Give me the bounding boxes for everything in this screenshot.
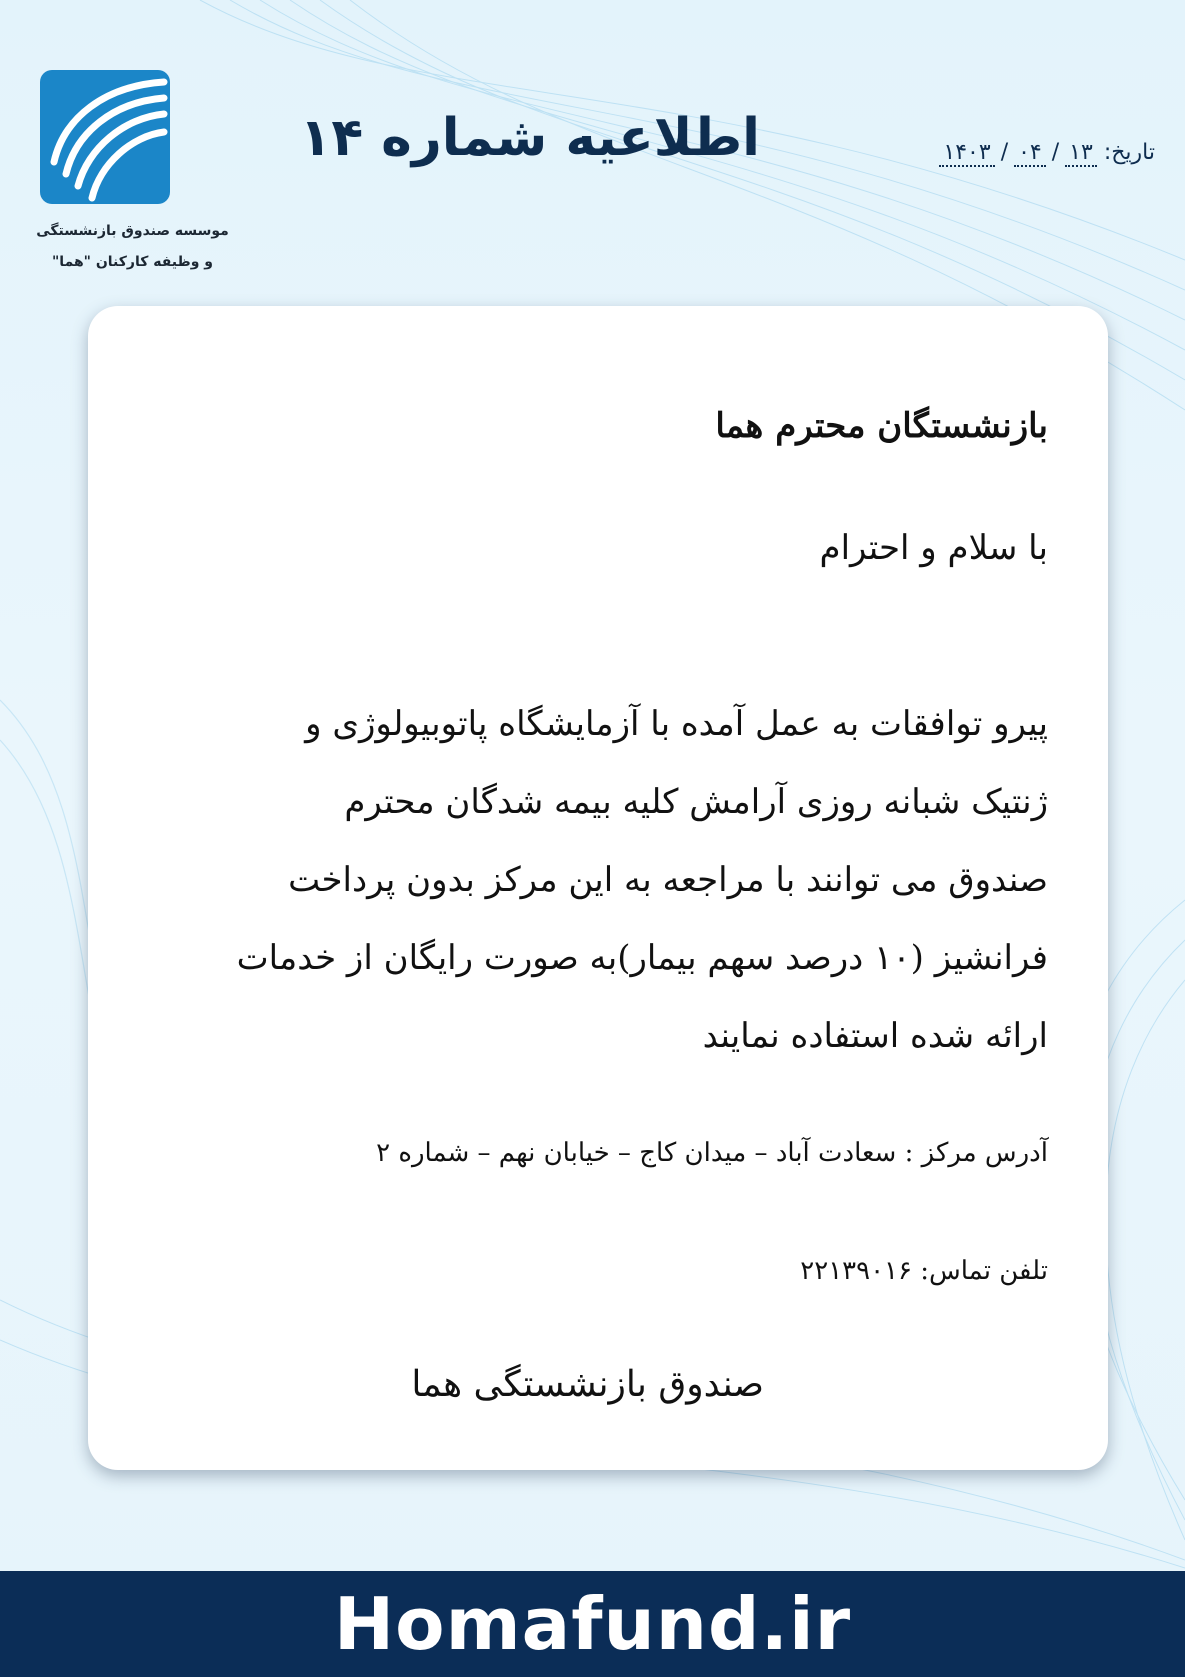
letter-salutation: بازنشستگان محترم هما	[715, 406, 1048, 446]
organization-name-line-2: و وظیفه کارکنان "هما"	[52, 254, 213, 270]
announcement-date	[860, 140, 1155, 167]
date-month: ۰۴	[1014, 140, 1046, 167]
letter-body-line: پیرو توافقات به عمل آمده با آزمایشگاه پاتوبیولوژی و	[305, 704, 1048, 744]
letter-body-line: صندوق می توانند با مراجعه به این مرکز بدون پرداخت	[288, 860, 1048, 900]
contact-phone: تلفن تماس: ۲۲۱۳۹۰۱۶	[800, 1256, 1048, 1286]
organization-name-line-1: موسسه صندوق بازنشستگی	[36, 223, 229, 239]
website-link[interactable]: Homafund.ir	[333, 1582, 852, 1666]
date-year: ۱۴۰۳	[939, 140, 994, 167]
footer-banner	[0, 1571, 1185, 1677]
letter-body-line: ژنتیک شبانه روزی آرامش کلیه بیمه شدگان محترم	[344, 782, 1048, 822]
date-separator: /	[1051, 140, 1060, 165]
letter-signature: صندوق بازنشستگی هما	[411, 1364, 764, 1405]
letter-body-line: فرانشیز (۱۰ درصد سهم بیمار)به صورت رایگان از خدمات	[236, 938, 1048, 978]
organization-name	[20, 216, 245, 278]
date-separator: /	[1000, 140, 1009, 165]
letter-greeting: با سلام و احترام	[819, 528, 1048, 568]
letter-body	[184, 694, 1048, 1084]
date-day: ۱۳	[1065, 140, 1097, 167]
announcement-title: اطلاعیه شماره ۱۴	[299, 108, 760, 168]
homa-fund-logo	[40, 70, 170, 204]
date-label: تاریخ:	[1103, 140, 1155, 165]
letter-card	[88, 306, 1108, 1470]
letter-body-line: ارائه شده استفاده نمایند	[702, 1016, 1048, 1056]
center-address: آدرس مرکز : سعادت آباد – میدان کاج – خیابان نهم – شماره ۲	[376, 1138, 1048, 1168]
